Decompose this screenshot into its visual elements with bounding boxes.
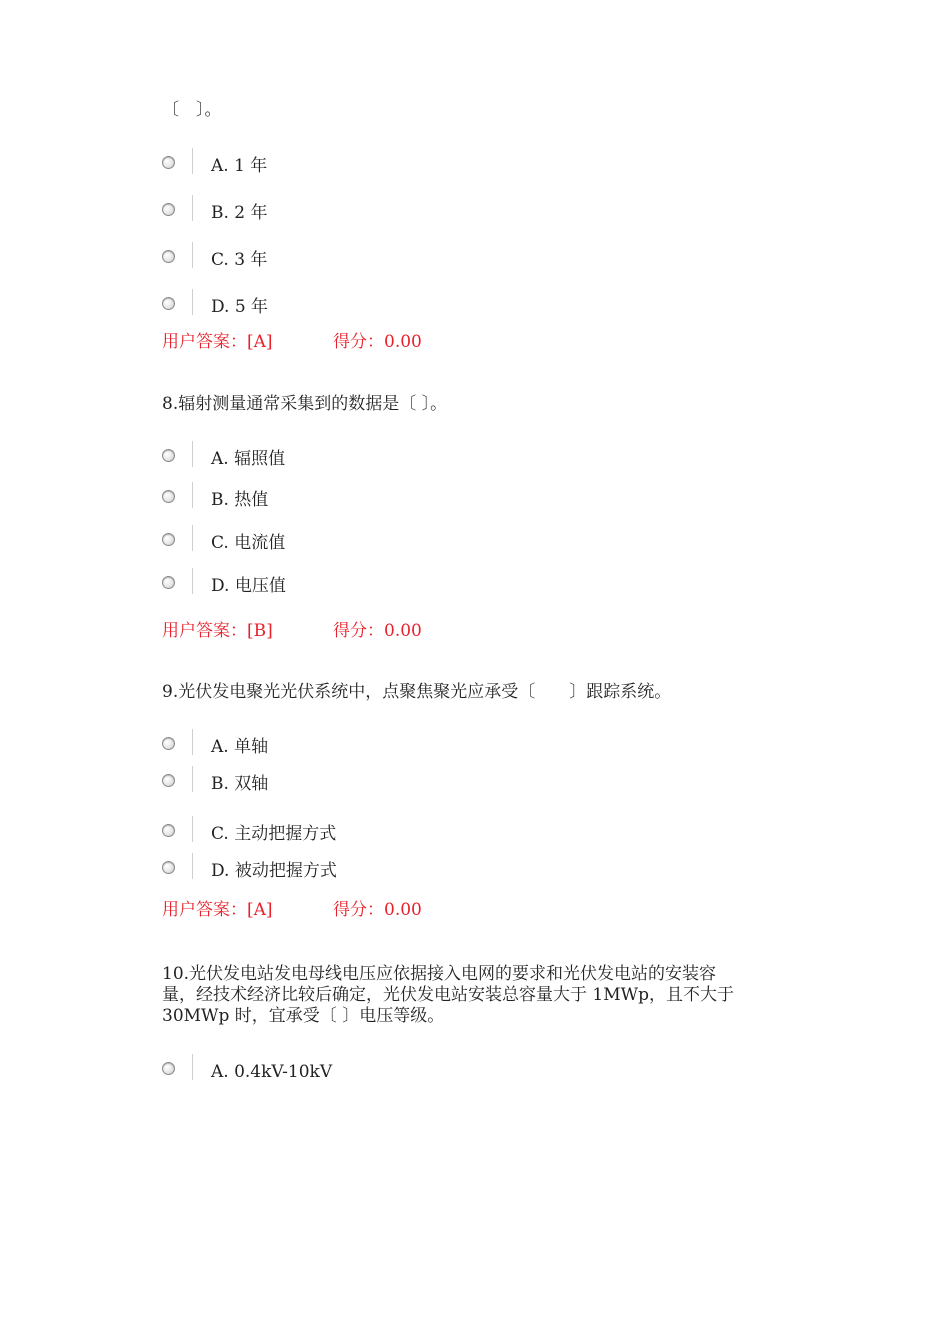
user-answer: 用户答案：[A]	[162, 332, 273, 352]
q10-stem-line-3: 30MWp 时，宜承受〔 〕电压等级。	[162, 1006, 445, 1026]
radio-button[interactable]	[162, 490, 175, 503]
option-label: A. 1 年	[211, 156, 268, 176]
option-label: A. 辐照值	[211, 449, 286, 469]
option-label: C. 主动把握方式	[211, 824, 337, 844]
option-separator	[192, 853, 193, 879]
option-separator	[192, 242, 193, 268]
radio-button[interactable]	[162, 774, 175, 787]
q10-stem-line-1: 10.光伏发电站发电母线电压应依据接入电网的要求和光伏发电站的安装容	[162, 964, 717, 984]
radio-button[interactable]	[162, 1062, 175, 1075]
option-label: D. 电压值	[211, 576, 286, 596]
q7-answer-row	[162, 331, 422, 353]
option-label: D. 被动把握方式	[211, 861, 337, 881]
q9-answer-row	[162, 899, 422, 921]
radio-button[interactable]	[162, 297, 175, 310]
option-label: D. 5 年	[211, 297, 269, 317]
q10-stem-line-2: 量，经技术经济比较后确定，光伏发电站安装总容量大于 1MWp，且不大于	[162, 985, 734, 1005]
option-separator	[192, 1054, 193, 1080]
q8-answer-row	[162, 620, 422, 642]
score: 得分：0.00	[333, 900, 422, 920]
q7-stem-tail: 〔 〕。	[162, 100, 222, 120]
option-label: B. 双轴	[211, 774, 269, 794]
option-separator	[192, 195, 193, 221]
option-separator	[192, 729, 193, 755]
option-label: C. 3 年	[211, 250, 268, 270]
radio-button[interactable]	[162, 737, 175, 750]
user-answer: 用户答案：[A]	[162, 900, 273, 920]
score: 得分：0.00	[333, 332, 422, 352]
radio-button[interactable]	[162, 449, 175, 462]
score: 得分：0.00	[333, 621, 422, 641]
option-label: B. 热值	[211, 490, 269, 510]
option-separator	[192, 766, 193, 792]
user-answer: 用户答案：[B]	[162, 621, 273, 641]
radio-button[interactable]	[162, 576, 175, 589]
q8-stem: 8.辐射测量通常采集到的数据是〔 〕。	[162, 394, 448, 414]
radio-button[interactable]	[162, 250, 175, 263]
option-separator	[192, 568, 193, 594]
option-label: A. 单轴	[211, 737, 269, 757]
radio-button[interactable]	[162, 861, 175, 874]
radio-button[interactable]	[162, 203, 175, 216]
option-label: C. 电流值	[211, 533, 286, 553]
q9-stem: 9.光伏发电聚光光伏系统中，点聚焦聚光应承受〔 〕跟踪系统。	[162, 682, 672, 702]
option-separator	[192, 289, 193, 315]
option-separator	[192, 816, 193, 842]
option-separator	[192, 148, 193, 174]
option-label: A. 0.4kV-10kV	[211, 1062, 333, 1082]
option-separator	[192, 525, 193, 551]
radio-button[interactable]	[162, 533, 175, 546]
radio-button[interactable]	[162, 156, 175, 169]
option-label: B. 2 年	[211, 203, 268, 223]
option-separator	[192, 441, 193, 467]
option-separator	[192, 482, 193, 508]
radio-button[interactable]	[162, 824, 175, 837]
